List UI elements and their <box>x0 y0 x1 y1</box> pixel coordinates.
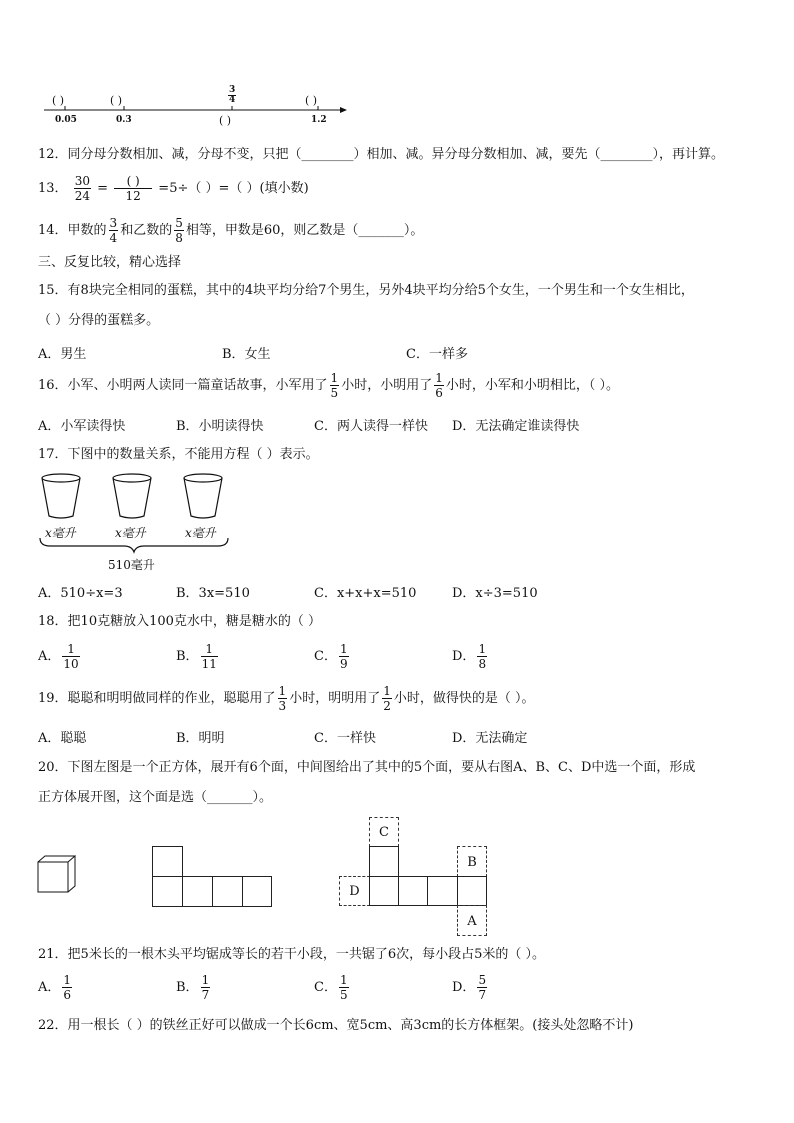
net-face <box>212 876 243 907</box>
question-15-line1: 15．有8块完全相同的蛋糕，其中的4块平均分给7个男生，另外4块平均分给5个女生，一个男生和一个女生相比， <box>38 283 694 298</box>
q18-option-d[interactable]: D． $\frac{1}{8}$ <box>452 642 487 671</box>
face-option-c[interactable]: C <box>369 817 399 847</box>
q16-option-a[interactable]: A．小军读得快 <box>38 419 126 434</box>
q17-option-c[interactable]: C．x+x+x=510 <box>314 586 417 601</box>
net-face <box>369 876 399 906</box>
tick-fraction-3-4: $\frac{3}{4}$ <box>229 85 236 105</box>
net-face <box>427 876 458 906</box>
q17-option-b[interactable]: B．3x=510 <box>176 586 250 601</box>
q15-option-b[interactable]: B．女生 <box>222 347 271 362</box>
q15-option-a[interactable]: A．男生 <box>38 347 87 362</box>
q19-option-c[interactable]: C．一样快 <box>314 731 376 746</box>
net-face <box>369 846 399 877</box>
net-face <box>182 876 213 907</box>
q16-option-d[interactable]: D．无法确定谁读得快 <box>452 419 580 434</box>
q21-option-c[interactable]: C． $\frac{1}{5}$ <box>314 973 348 1002</box>
blank-paren-1: ( ) <box>52 94 65 107</box>
face-option-a[interactable]: A <box>457 905 487 936</box>
blank-paren-2: ( ) <box>110 94 123 107</box>
question-14: 14．甲数的 $\frac{3}{4}$ 和乙数的 $\frac{5}{8}$ 相等，甲数是60，则乙数是（_______）。 <box>38 216 424 245</box>
question-18: 18．把10克糖放入100克水中，糖是糖水的（ ） <box>38 614 322 629</box>
question-12: 12．同分母分数相加、减，分母不变，只把（________）相加、减。异分母分数相加、减，要先（________），再计算。 <box>38 147 725 162</box>
q18-option-c[interactable]: C． $\frac{1}{9}$ <box>314 642 348 671</box>
q17-option-a[interactable]: A．510÷x=3 <box>38 586 123 601</box>
total-label: 510毫升 <box>108 558 155 572</box>
q16-option-c[interactable]: C．两人读得一样快 <box>314 419 428 434</box>
tick-label-0.3: 0.3 <box>116 115 132 125</box>
q21-option-b[interactable]: B． $\frac{1}{7}$ <box>176 973 210 1002</box>
question-21: 21．把5米长的一根木头平均锯成等长的若干小段，一共锯了6次，每小段占5米的（ ）。 <box>38 947 545 962</box>
face-option-d[interactable]: D <box>339 876 370 906</box>
number-line-axis <box>40 98 350 118</box>
q18-option-a[interactable]: A． $\frac{1}{10}$ <box>38 642 79 671</box>
cube-figure <box>36 854 76 896</box>
cups-drawing <box>38 470 238 560</box>
question-19: 19．聪聪和明明做同样的作业，聪聪用了 $\frac{1}{3}$ 小时，明明用了 $\frac{1}{2}$ 小时，做得快的是（ ）。 <box>38 684 535 713</box>
q17-option-d[interactable]: D．x÷3=510 <box>452 586 538 601</box>
face-option-b[interactable]: B <box>457 846 487 877</box>
question-17: 17．下图中的数量关系，不能用方程（ ）表示。 <box>38 447 319 462</box>
question-16: 16．小军、小明两人读同一篇童话故事，小军用了 $\frac{1}{5}$ 小时，小明用了 $\frac{1}{6}$ 小时，小军和小明相比，（ ）。 <box>38 371 619 400</box>
q19-option-a[interactable]: A．聪聪 <box>38 731 87 746</box>
q16-option-b[interactable]: B．小明读得快 <box>176 419 264 434</box>
tick-label-1.2: 1.2 <box>311 115 327 125</box>
q19-option-d[interactable]: D．无法确定 <box>452 731 528 746</box>
q18-option-b[interactable]: B． $\frac{1}{11}$ <box>176 642 217 671</box>
net-face <box>242 876 272 907</box>
blank-paren-4: ( ) <box>219 114 232 127</box>
tick-label-0.05: 0.05 <box>55 115 77 125</box>
question-20-line1: 20．下图左图是一个正方体，展开有6个面，中间图给出了其中的5个面，要从右图A、B、C、D中选一个面，形成 <box>38 760 696 775</box>
cup-label-2: x毫升 <box>115 526 146 540</box>
net-face <box>398 876 428 906</box>
section-heading-3: 三、反复比较，精心选择 <box>38 255 182 270</box>
q21-option-d[interactable]: D． $\frac{5}{7}$ <box>452 973 487 1002</box>
net-face <box>457 876 487 906</box>
cup-label-3: x毫升 <box>185 526 216 540</box>
question-15-line2: （ ）分得的蛋糕多。 <box>38 313 160 328</box>
blank-paren-3: ( ) <box>305 94 318 107</box>
question-22: 22．用一根长（ ）的铁丝正好可以做成一个长6cm、宽5cm、高3cm的长方体框架。(接头处忽略不计) <box>38 1018 634 1033</box>
cup-label-1: x毫升 <box>45 526 76 540</box>
net-face <box>152 846 183 877</box>
question-13: 13． $\frac{30}{24}$ = $\frac{( )}{12}$ =5÷（ ）=（ ）(填小数) <box>38 174 309 203</box>
q15-option-c[interactable]: C．一样多 <box>406 347 468 362</box>
net-face <box>152 876 183 907</box>
q21-option-a[interactable]: A． $\frac{1}{6}$ <box>38 973 72 1002</box>
q19-option-b[interactable]: B．明明 <box>176 731 225 746</box>
question-20-line2: 正方体展开图，这个面是选（_______）。 <box>38 790 273 805</box>
